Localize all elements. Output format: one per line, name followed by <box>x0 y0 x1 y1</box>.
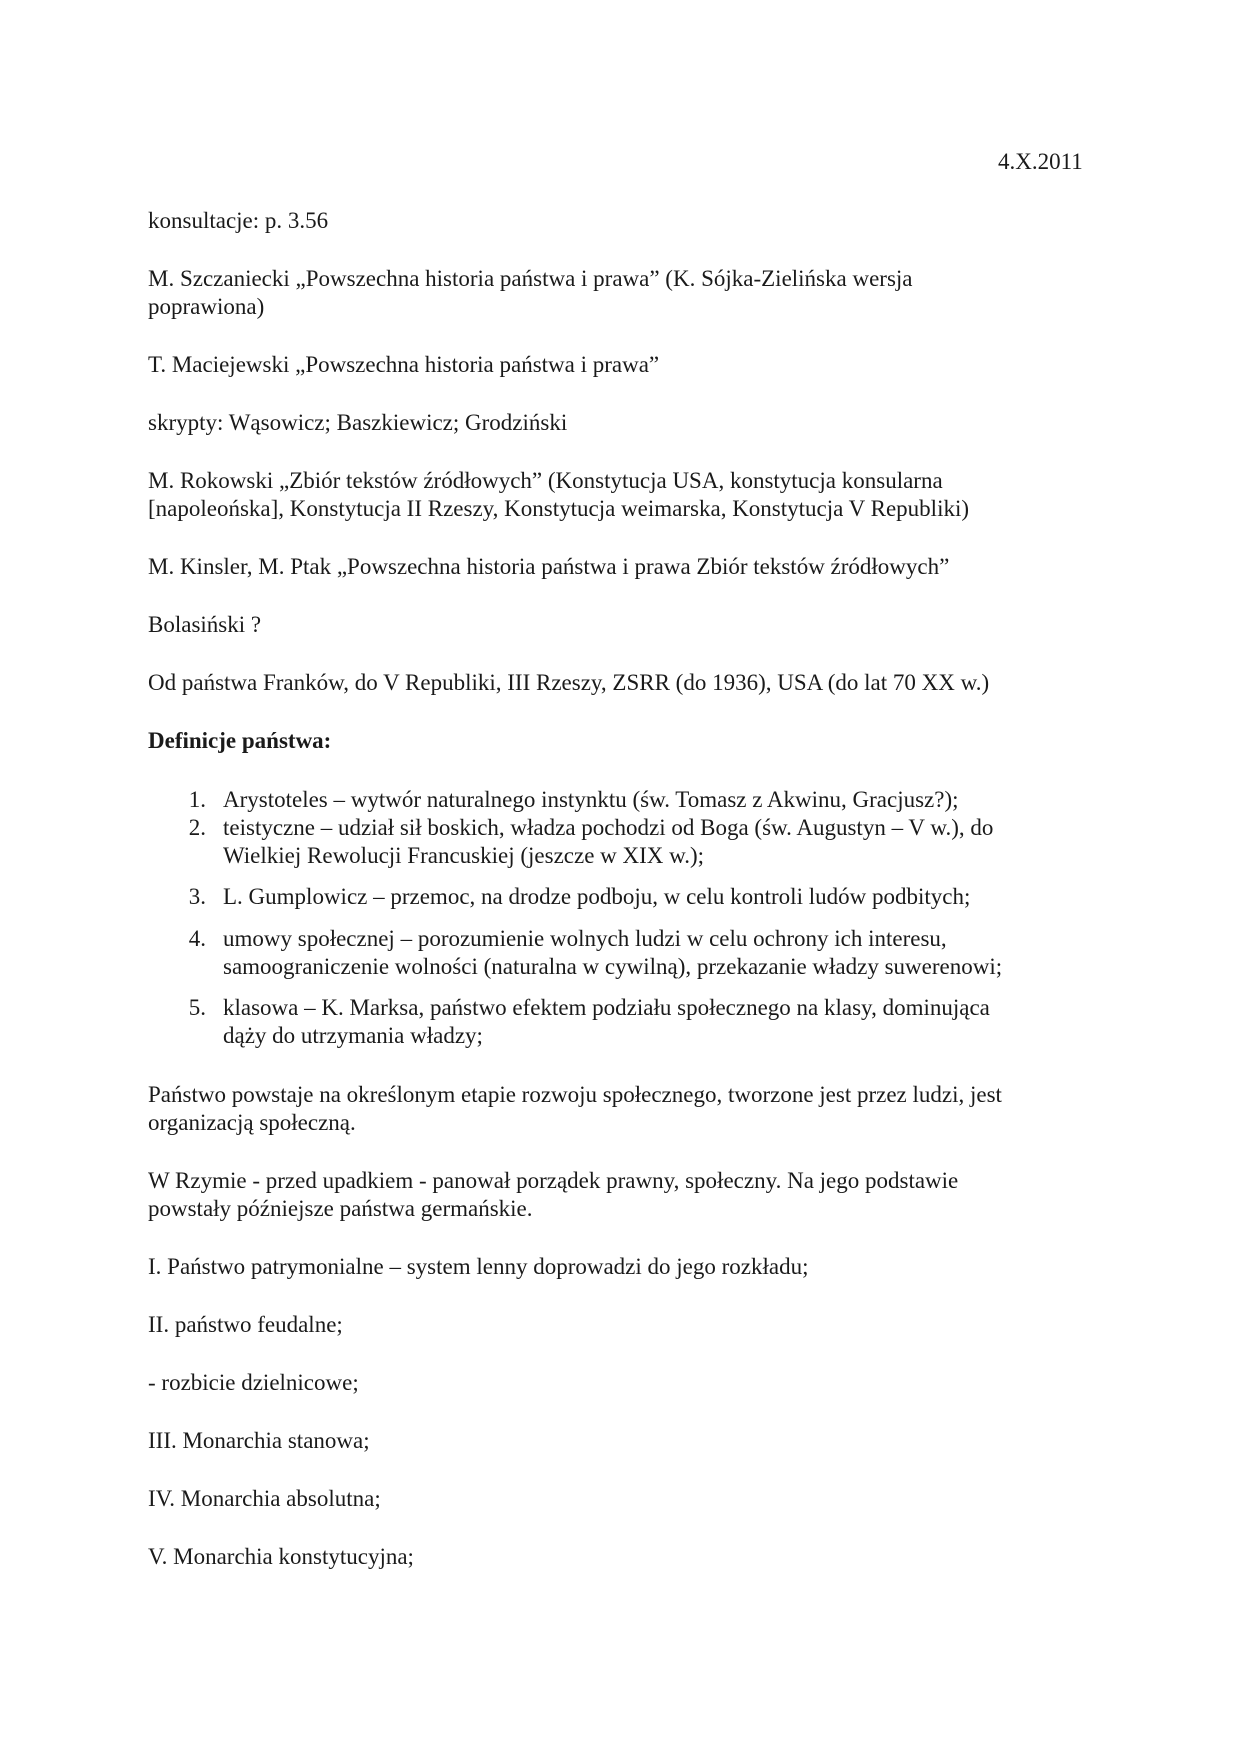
list-number: 2. <box>188 815 206 840</box>
reference-rokowski: M. Rokowski „Zbiór tekstów źródłowych” (Konstytucja USA, konstytucja konsularna <box>148 468 943 493</box>
stage-feudal: II. państwo feudalne; <box>148 1312 343 1337</box>
reference-kinsler: M. Kinsler, M. Ptak „Powszechna historia państwa i prawa Zbiór tekstów źródłowych” <box>148 554 950 579</box>
paragraph-state-cont: organizacją społeczną. <box>148 1110 356 1135</box>
stage-patrimonial: I. Państwo patrymonialne – system lenny doprowadzi do jego rozkładu; <box>148 1254 809 1279</box>
list-item-text: teistyczne – udział sił boskich, władza pochodzi od Boga (św. Augustyn – V w.), do <box>223 815 994 840</box>
reference-bolasinski: Bolasiński ? <box>148 612 262 637</box>
stage-absolute-monarchy: IV. Monarchia absolutna; <box>148 1486 381 1511</box>
stage-estates-monarchy: III. Monarchia stanowa; <box>148 1428 370 1453</box>
paragraph-state: Państwo powstaje na określonym etapie rozwoju społecznego, tworzone jest przez ludzi, jest <box>148 1082 1002 1107</box>
scope-line: Od państwa Franków, do V Republiki, III Rzeszy, ZSRR (do 1936), USA (do lat 70 XX w.) <box>148 670 990 695</box>
reference-rokowski-cont: [napoleońska], Konstytucja II Rzeszy, Konstytucja weimarska, Konstytucja V Republiki) <box>148 496 970 521</box>
reference-szczaniecki-cont: poprawiona) <box>148 294 265 319</box>
list-number: 3. <box>188 884 206 909</box>
section-heading: Definicje państwa: <box>148 728 332 753</box>
list-number: 4. <box>188 926 206 951</box>
document-date: 4.X.2011 <box>998 149 1083 174</box>
list-item-text-cont: Wielkiej Rewolucji Francuskiej (jeszcze w XIX w.); <box>223 843 705 868</box>
reference-maciejewski: T. Maciejewski „Powszechna historia państwa i prawa” <box>148 352 660 377</box>
list-item-text: L. Gumplowicz – przemoc, na drodze podboju, w celu kontroli ludów podbitych; <box>223 884 971 909</box>
paragraph-rome: W Rzymie - przed upadkiem - panował porządek prawny, społeczny. Na jego podstawie <box>148 1168 959 1193</box>
list-item-text-cont: samoograniczenie wolności (naturalna w cywilną), przekazanie władzy suwerenowi; <box>223 954 1003 979</box>
list-number: 1. <box>188 787 206 812</box>
list-item-text: umowy społecznej – porozumienie wolnych ludzi w celu ochrony ich interesu, <box>223 926 947 951</box>
stage-constitutional-monarchy: V. Monarchia konstytucyjna; <box>148 1544 414 1569</box>
reference-szczaniecki: M. Szczaniecki „Powszechna historia państwa i prawa” (K. Sójka-Zielińska wersja <box>148 266 913 291</box>
scripts-line: skrypty: Wąsowicz; Baszkiewicz; Grodziński <box>148 410 568 435</box>
consultation-line: konsultacje: p. 3.56 <box>148 208 329 233</box>
paragraph-rome-cont: powstały późniejsze państwa germańskie. <box>148 1196 533 1221</box>
stage-fragmentation: - rozbicie dzielnicowe; <box>148 1370 359 1395</box>
list-item-text-cont: dąży do utrzymania władzy; <box>223 1023 483 1048</box>
list-number: 5. <box>188 995 206 1020</box>
list-item-text: Arystoteles – wytwór naturalnego instynktu (św. Tomasz z Akwinu, Gracjusz?); <box>223 787 959 812</box>
list-item-text: klasowa – K. Marksa, państwo efektem podziału społecznego na klasy, dominująca <box>223 995 990 1020</box>
